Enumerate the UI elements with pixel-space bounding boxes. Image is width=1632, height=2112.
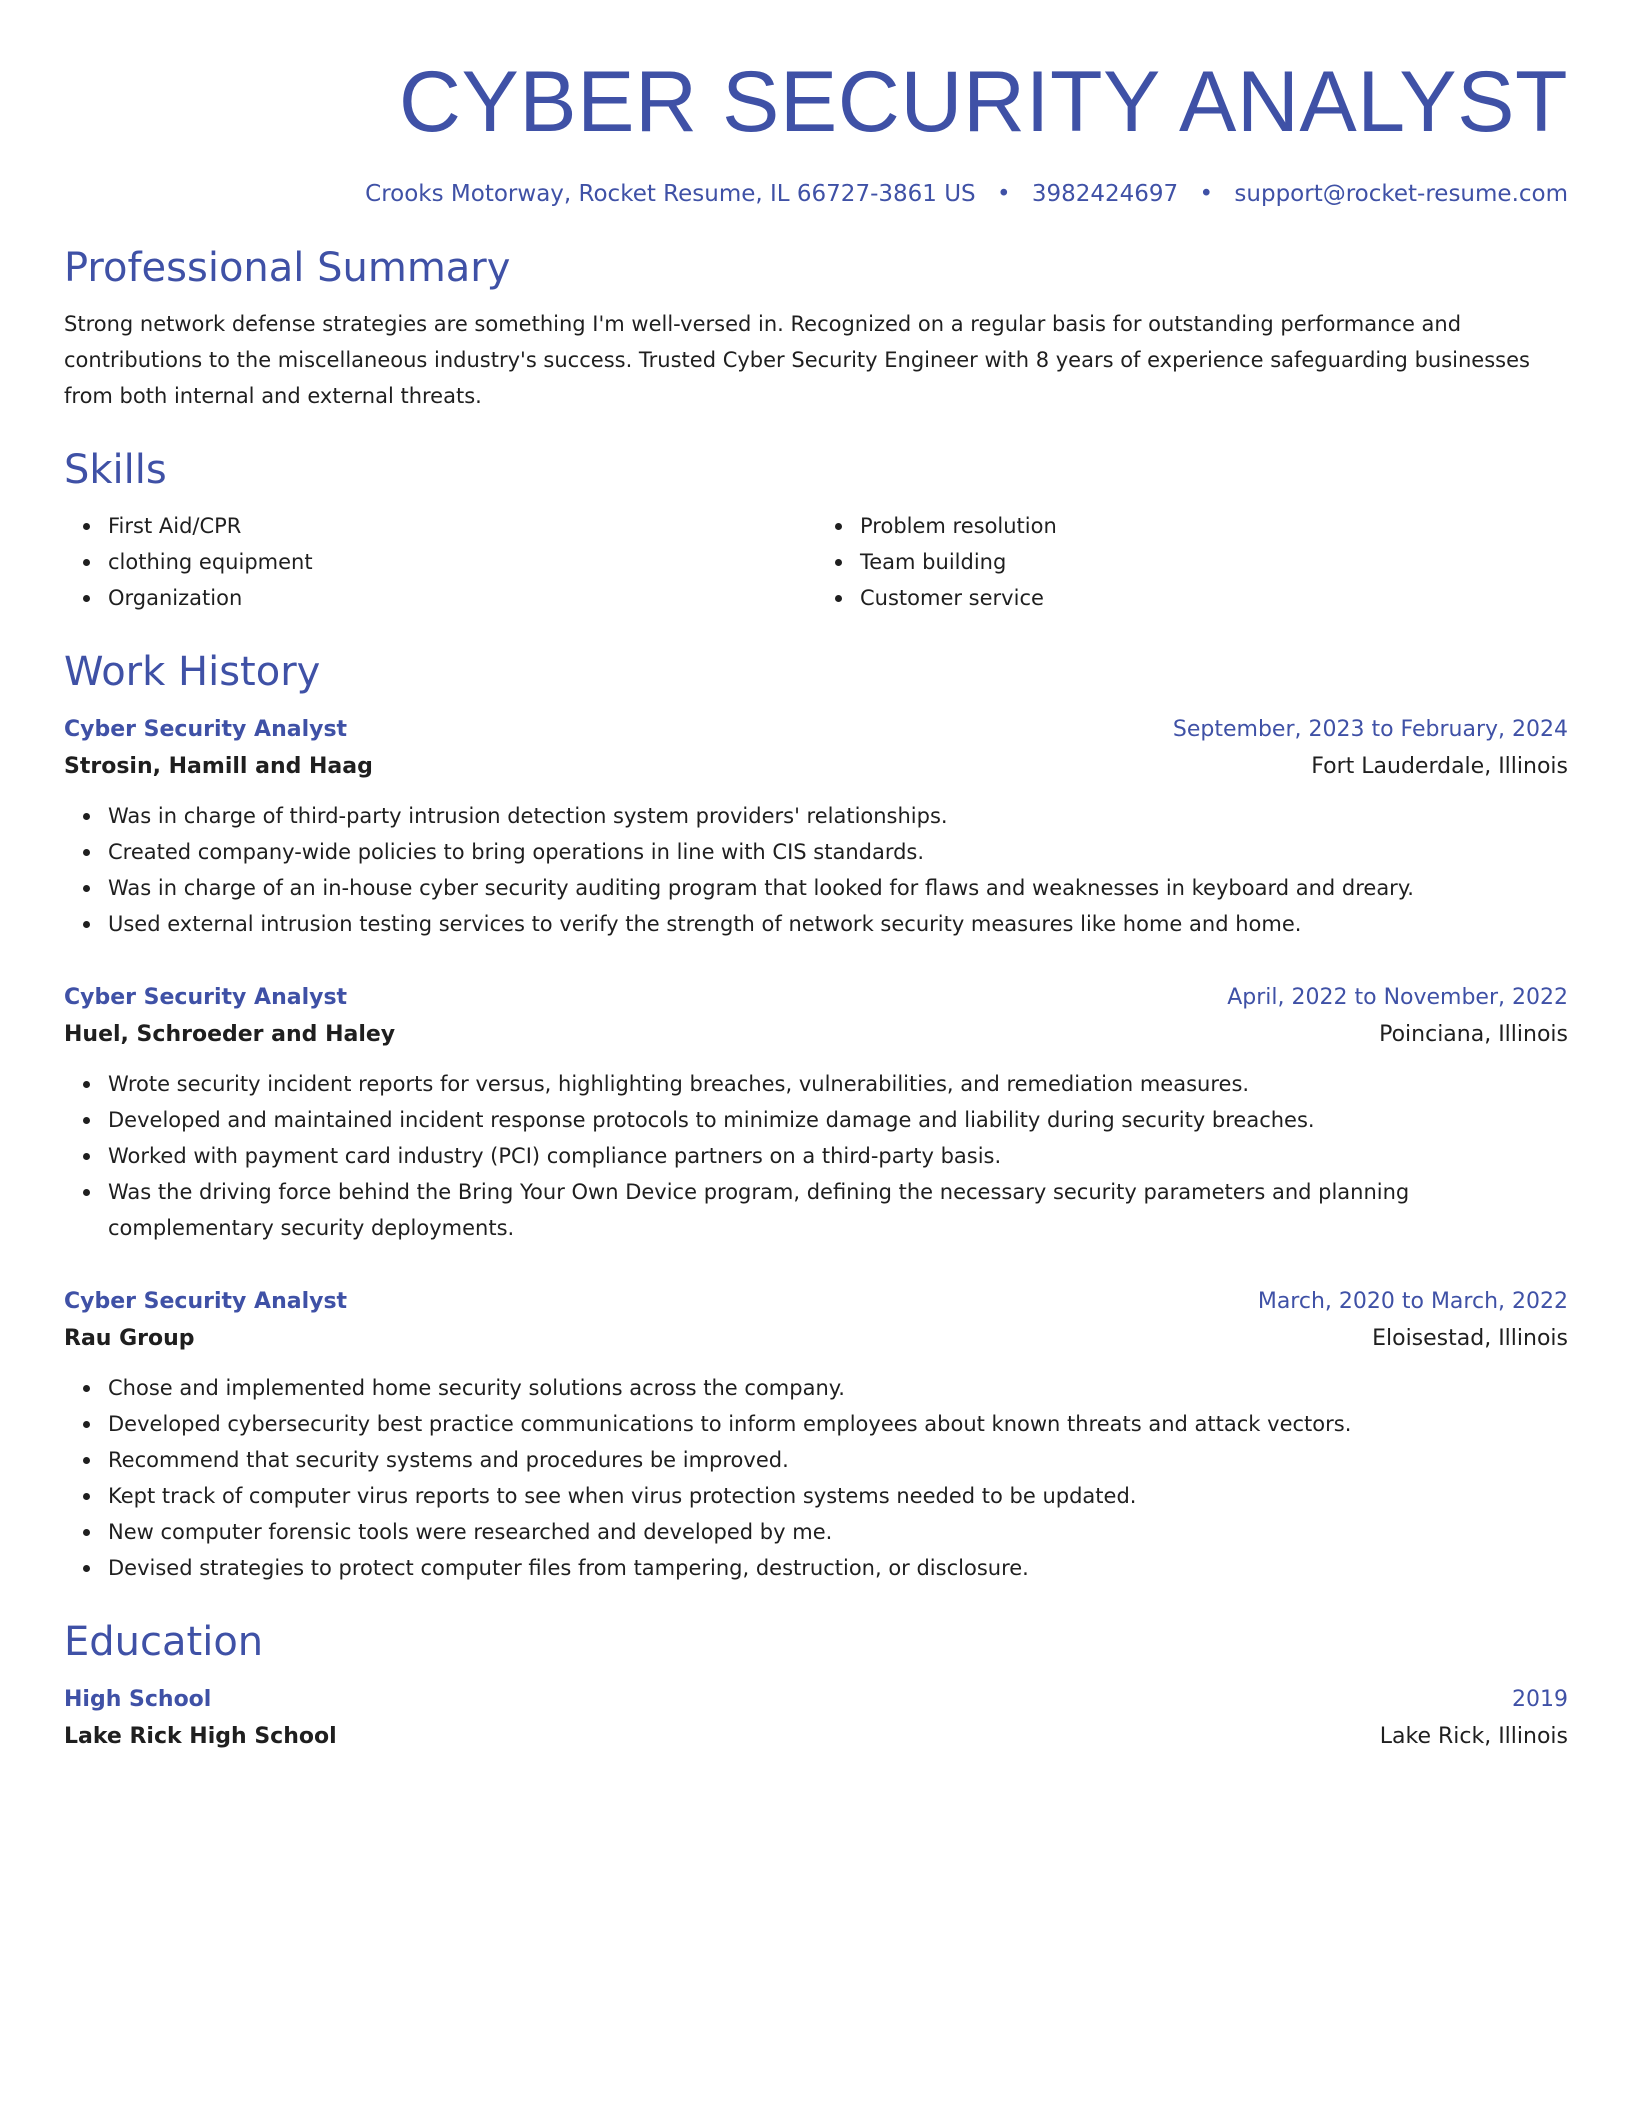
job-duty: Was in charge of third-party intrusion detection system providers' relationships. bbox=[108, 798, 1568, 834]
skills-column-left bbox=[64, 508, 816, 616]
job-dates: September, 2023 to February, 2024 bbox=[1172, 717, 1568, 742]
graduation-year: 2019 bbox=[1512, 1687, 1568, 1712]
job-duties bbox=[64, 1370, 1568, 1586]
school-name: Lake Rick High School bbox=[64, 1724, 337, 1749]
work-history-heading: Work History bbox=[64, 649, 321, 695]
contact-line bbox=[64, 178, 1568, 210]
job-location: Poinciana, Illinois bbox=[1379, 1022, 1568, 1047]
degree: High School bbox=[64, 1687, 212, 1712]
company-name: Huel, Schroeder and Haley bbox=[64, 1022, 396, 1047]
contact-address: Crooks Motorway, Rocket Resume, IL 66727-3861 US bbox=[365, 181, 976, 207]
job-location: Eloisestad, Illinois bbox=[1372, 1326, 1568, 1351]
job-dates: March, 2020 to March, 2022 bbox=[1257, 1289, 1568, 1314]
job-duty: Kept track of computer virus reports to see when virus protection systems needed to be updated. bbox=[108, 1478, 1568, 1514]
job-duties bbox=[64, 798, 1568, 942]
education-entry bbox=[64, 1682, 1568, 1756]
skill-item: First Aid/CPR bbox=[108, 508, 816, 544]
job-duty: Worked with payment card industry (PCI) compliance partners on a third-party basis. bbox=[108, 1138, 1568, 1174]
contact-email: support@rocket-resume.com bbox=[1234, 181, 1568, 207]
job-duty: Wrote security incident reports for versus, highlighting breaches, vulnerabilities, and remediation measures. bbox=[108, 1066, 1568, 1102]
skills-heading: Skills bbox=[64, 447, 167, 493]
job-duty: Developed cybersecurity best practice communications to inform employees about known threats and attack vectors. bbox=[108, 1406, 1568, 1442]
summary-heading: Professional Summary bbox=[64, 245, 511, 291]
skill-item: Team building bbox=[860, 544, 1568, 580]
job-duty: Recommend that security systems and procedures be improved. bbox=[108, 1442, 1568, 1478]
work-history-section bbox=[64, 646, 1568, 1586]
job-title: Cyber Security Analyst bbox=[64, 1289, 348, 1314]
contact-separator: • bbox=[1199, 181, 1214, 207]
job-dates: April, 2022 to November, 2022 bbox=[1227, 985, 1568, 1010]
contact-phone: 3982424697 bbox=[1031, 181, 1179, 207]
skill-item: Problem resolution bbox=[860, 508, 1568, 544]
job-duty: New computer forensic tools were researched and developed by me. bbox=[108, 1514, 1568, 1550]
job-duty: Created company-wide policies to bring operations in line with CIS standards. bbox=[108, 834, 1568, 870]
job-entry bbox=[64, 712, 1568, 942]
job-duty: Used external intrusion testing services to verify the strength of network security measures like home and home. bbox=[108, 906, 1568, 942]
job-duties bbox=[64, 1066, 1568, 1246]
skill-item: clothing equipment bbox=[108, 544, 816, 580]
summary-text: Strong network defense strategies are something I'm well-versed in. Recognized on a regular basis for outstanding performance and contributions to the miscellaneous industry's success. Trusted Cyber Security Engineer with 8 years of experience safeguarding businesses from both internal and external threats. bbox=[64, 312, 1530, 408]
education-section bbox=[64, 1616, 1568, 1756]
skills-column-right bbox=[816, 508, 1568, 616]
job-entry bbox=[64, 1284, 1568, 1586]
job-title: Cyber Security Analyst bbox=[64, 985, 348, 1010]
job-duty: Chose and implemented home security solutions across the company. bbox=[108, 1370, 1568, 1406]
skill-item: Customer service bbox=[860, 580, 1568, 616]
job-duty: Was the driving force behind the Bring Your Own Device program, defining the necessary security parameters and planning complementary security deployments. bbox=[108, 1174, 1568, 1246]
job-location: Fort Lauderdale, Illinois bbox=[1311, 754, 1568, 779]
job-entry bbox=[64, 980, 1568, 1246]
resume-title: CYBER SECURITY ANALYST bbox=[398, 54, 1568, 150]
education-heading: Education bbox=[64, 1619, 264, 1665]
school-location: Lake Rick, Illinois bbox=[1379, 1724, 1568, 1749]
contact-separator: • bbox=[996, 181, 1011, 207]
skill-item: Organization bbox=[108, 580, 816, 616]
summary-section bbox=[64, 242, 1568, 414]
company-name: Strosin, Hamill and Haag bbox=[64, 754, 373, 779]
company-name: Rau Group bbox=[64, 1326, 195, 1351]
skills-section bbox=[64, 444, 1568, 616]
job-duty: Devised strategies to protect computer files from tampering, destruction, or disclosure. bbox=[108, 1550, 1568, 1586]
skills-grid bbox=[64, 508, 1568, 616]
job-title: Cyber Security Analyst bbox=[64, 717, 348, 742]
job-duty: Developed and maintained incident response protocols to minimize damage and liability during security breaches. bbox=[108, 1102, 1568, 1138]
job-duty: Was in charge of an in-house cyber security auditing program that looked for flaws and weaknesses in keyboard and dreary. bbox=[108, 870, 1568, 906]
